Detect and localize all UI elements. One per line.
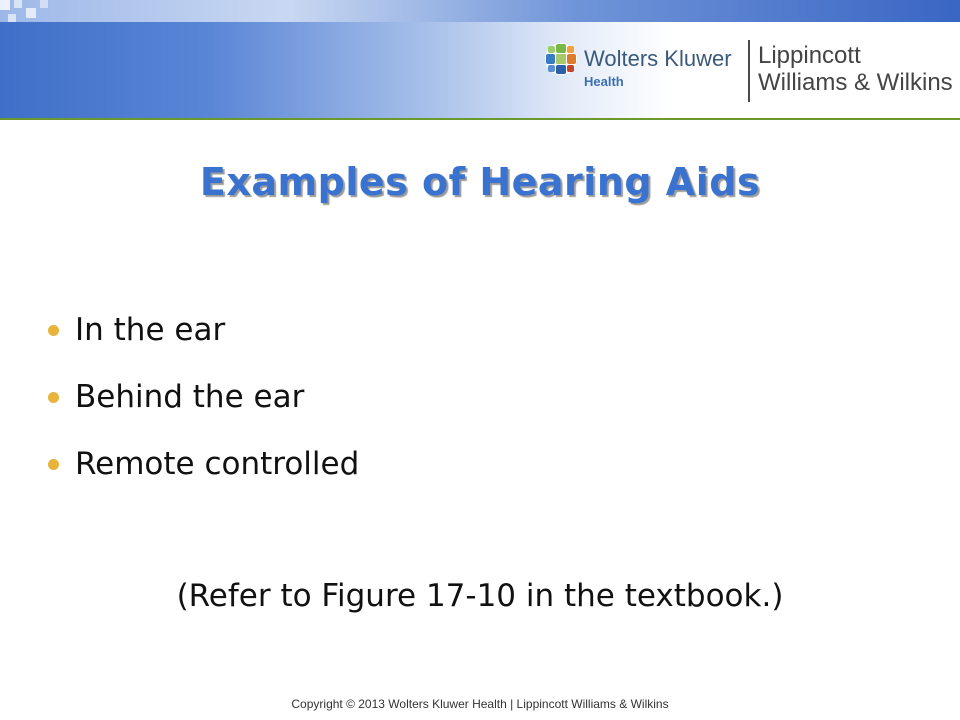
logo-division: Health [584, 74, 624, 89]
bullet-text: Remote controlled [75, 446, 360, 482]
bullet-text: Behind the ear [75, 379, 305, 415]
header-rule [0, 118, 960, 120]
decorative-square [26, 8, 36, 18]
bullet-dot-icon [48, 325, 59, 336]
figure-reference-note: (Refer to Figure 17-10 in the textbook.) [176, 578, 784, 614]
logo-imprint [758, 42, 953, 96]
header-top-strip [0, 0, 960, 22]
bullet-dot-icon [48, 459, 59, 470]
bullet-text: In the ear [75, 312, 226, 348]
logo-divider [748, 40, 750, 102]
decorative-square [40, 0, 48, 8]
decorative-square [8, 14, 16, 22]
wolters-kluwer-globe-icon [544, 42, 578, 76]
publisher-logo [544, 40, 954, 104]
decorative-square [0, 0, 10, 10]
bullet-item [48, 375, 359, 442]
slide-title: Examples of Hearing Aids [199, 160, 761, 204]
bullet-item [48, 442, 359, 509]
logo-imprint-line1: Lippincott [758, 42, 861, 69]
bullet-item [48, 308, 359, 375]
logo-company-name: Wolters Kluwer [584, 46, 732, 71]
decorative-square [14, 0, 22, 8]
bullet-dot-icon [48, 392, 59, 403]
copyright-footer: Copyright © 2013 Wolters Kluwer Health | Lippincott Williams & Wilkins [291, 697, 669, 711]
logo-imprint-line2: Williams & Wilkins [758, 69, 953, 96]
bullet-list [48, 308, 359, 509]
